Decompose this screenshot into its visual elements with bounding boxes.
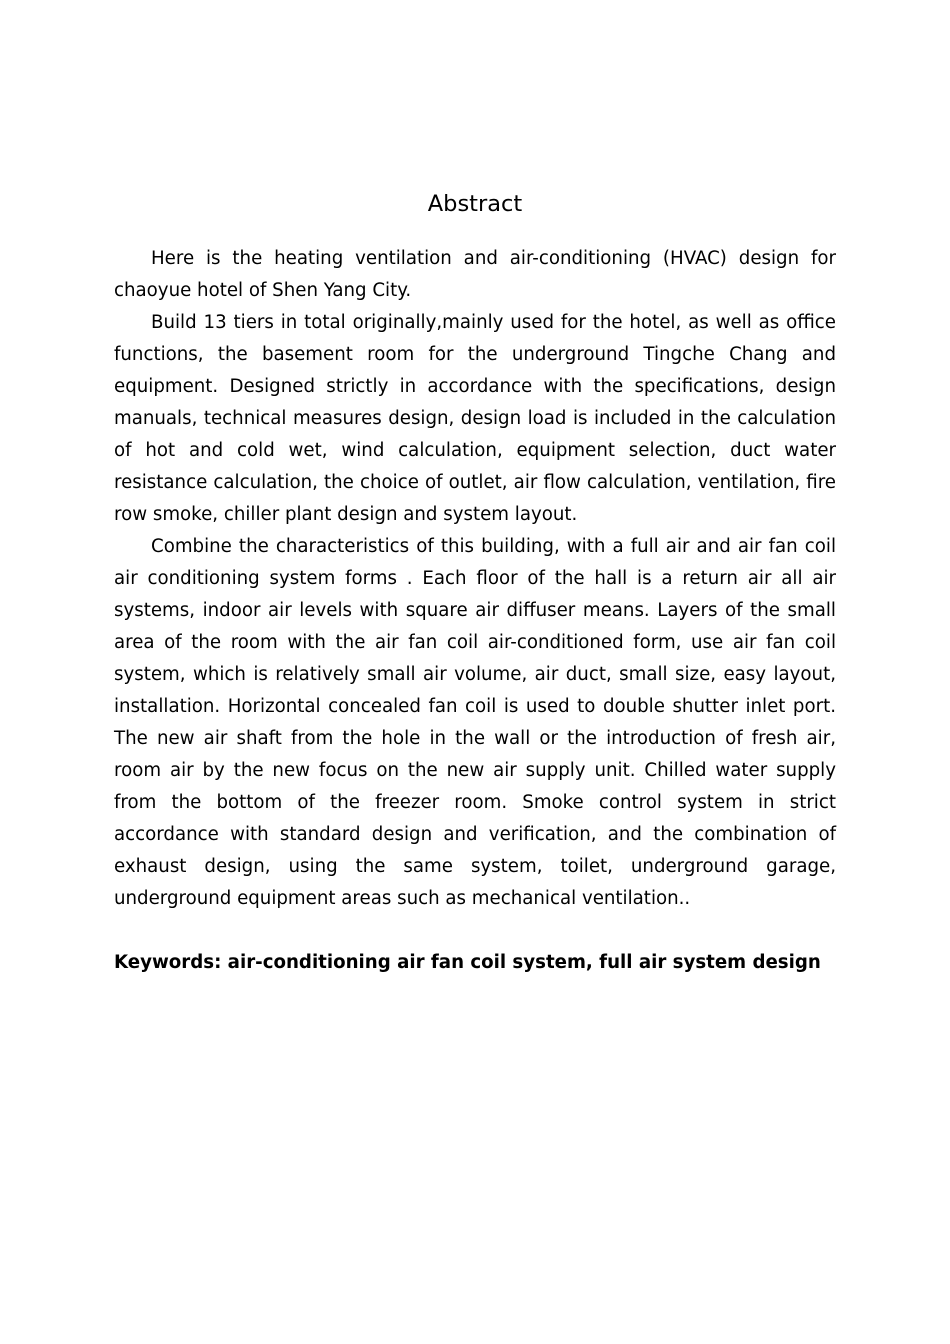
keywords-line: Keywords: air-conditioning air fan coil system, full air system design — [114, 952, 821, 973]
page-title: Abstract — [427, 191, 523, 217]
abstract-paragraph-3: Combine the characteristics of this building, with a full air and air fan coil air conditioning system forms . Each floor of the hall is a return air all air systems, indoor air levels with square air diffuser means. Layers of the small area of the room with the air fan coil air-conditioned form, use air fan coil system, which is relatively small air volume, air duct, small size, easy layout, installation. Horizontal concealed fan coil is used to double shutter inlet port. The new air shaft from the hole in the wall or the introduction of fresh air, room air by the new focus on the new air supply unit. Chilled water supply from the bottom of the freezer room. Smoke control system in strict accordance with standard design and verification, and the combination of exhaust design, using the same system, toilet, underground garage, underground equipment areas such as mechanical ventilation.. — [114, 536, 836, 909]
document-page — [114, 188, 836, 979]
abstract-paragraph-1: Here is the heating ventilation and air-conditioning (HVAC) design for chaoyue hotel of Shen Yang City. — [114, 248, 836, 301]
abstract-paragraph-2: Build 13 tiers in total originally,mainly used for the hotel, as well as office functions, the basement room for the underground Tingche Chang and equipment. Designed strictly in accordance with the specifications, design manuals, technical measures design, design load is included in the calculation of hot and cold wet, wind calculation, equipment selection, duct water resistance calculation, the choice of outlet, air flow calculation, ventilation, fire row smoke, chiller plant design and system layout. — [114, 312, 836, 525]
